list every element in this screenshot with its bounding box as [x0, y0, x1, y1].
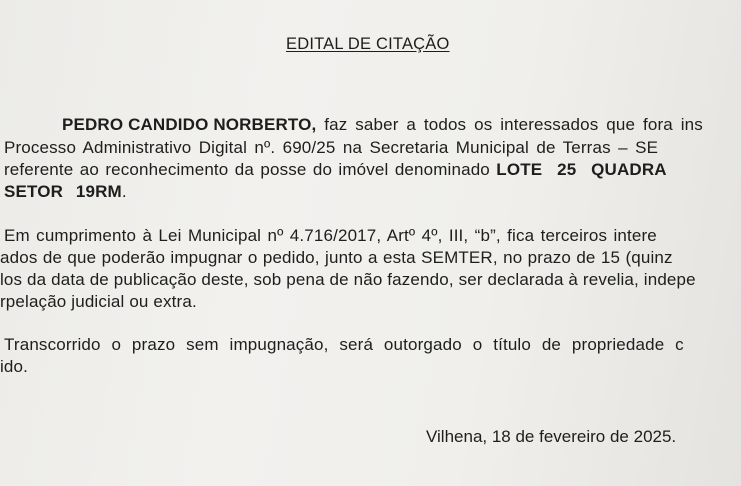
paragraph-1-line-1	[62, 115, 703, 135]
paragraph-2-line-3: los da data de publicação deste, sob pena de não fazendo, ser declarada à revelia, indepe	[0, 270, 696, 289]
paragraph-1-line-2: Processo Administrativo Digital nº. 690/25 na Secretaria Municipal de Terras – SE	[4, 138, 659, 157]
declarant-name: PEDRO CANDIDO NORBERTO,	[62, 115, 317, 134]
paragraph-2-line-2: ados de que poderão impugnar o pedido, junto a esta SEMTER, no prazo de 15 (quinz	[0, 248, 673, 267]
document-title: EDITAL DE CITAÇÃO	[286, 35, 450, 53]
paragraph-1-line-4	[4, 182, 127, 202]
date-line: Vilhena, 18 de fevereiro de 2025.	[426, 427, 677, 446]
property-sector: SETOR 19RM	[4, 182, 122, 201]
paragraph-3-line-1: Transcorrido o prazo sem impugnação, será outorgado o título de propriedade c	[4, 335, 684, 354]
paragraph-1-line-3-text: referente ao reconhecimento da posse do imóvel denominado	[4, 160, 497, 179]
paragraph-1-line-4-text: .	[121, 182, 127, 201]
paragraph-2-line-1: Em cumprimento à Lei Municipal nº 4.716/2017, Artº 4º, III, “b”, fica terceiros intere	[4, 226, 657, 245]
paragraph-2-line-4: rpelação judicial ou extra.	[0, 292, 197, 311]
paragraph-3-line-2: ido.	[0, 357, 29, 376]
property-lot: LOTE 25 QUADRA	[496, 160, 667, 179]
paragraph-1-line-3	[4, 160, 667, 180]
paragraph-1-line-1-text: faz saber a todos os interessados que fora ins	[316, 115, 703, 134]
